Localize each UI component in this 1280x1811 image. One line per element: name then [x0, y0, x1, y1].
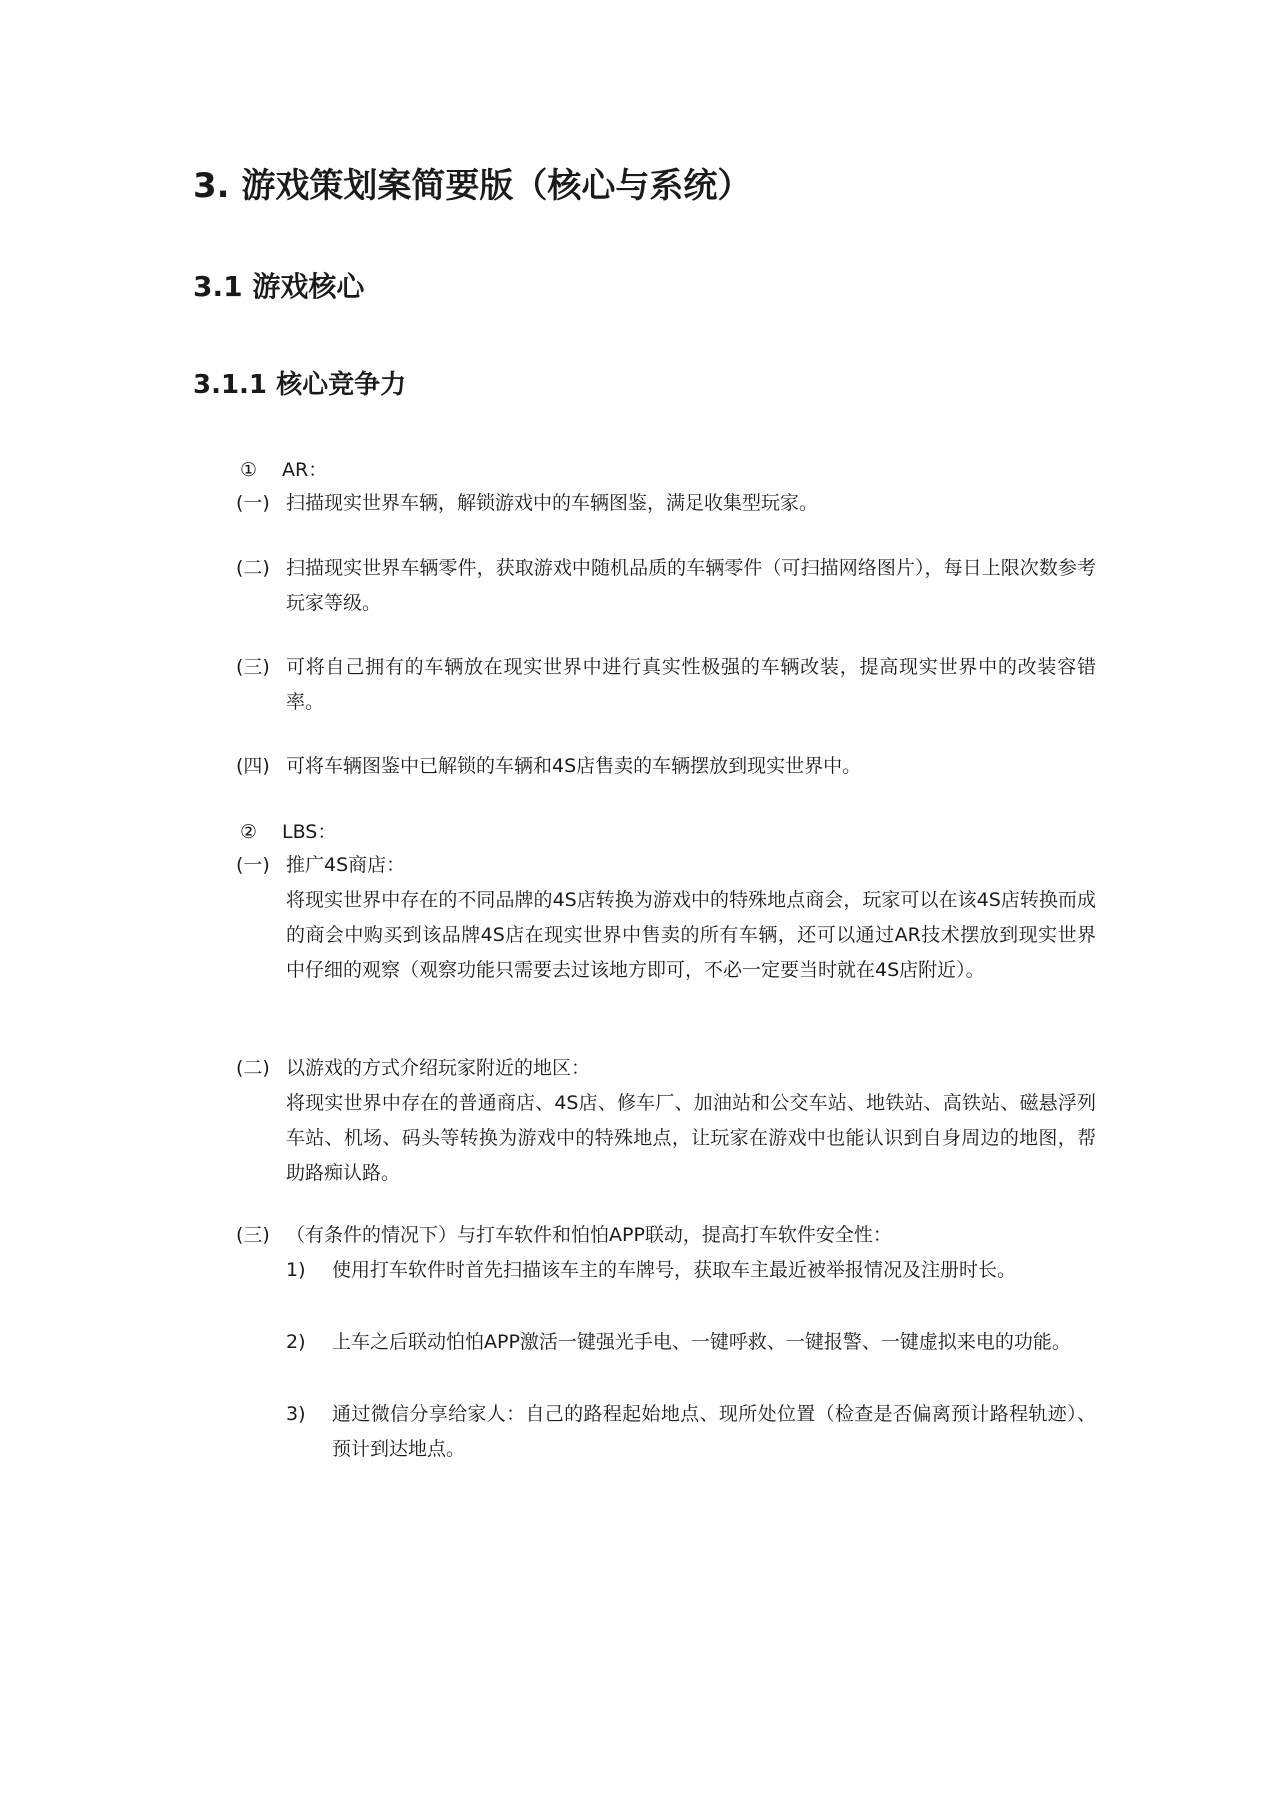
list-item-body: 将现实世界中存在的普通商店、4S店、修车厂、加油站和公交车站、地铁站、高铁站、磁悬浮列车站、机场、码头等转换为游戏中的特殊地点，让玩家在游戏中也能认识到自身周边的地图，帮助路痴认路。 [286, 1092, 1096, 1184]
numbered-item [236, 1397, 1096, 1467]
list-item-text: 可将车辆图鉴中已解锁的车辆和4S店售卖的车辆摆放到现实世界中。 [286, 755, 862, 777]
numbered-marker: 1) [286, 1259, 306, 1281]
numbered-marker: 3) [286, 1403, 306, 1425]
list-item-text: 扫描现实世界车辆，解锁游戏中的车辆图鉴，满足收集型玩家。 [286, 492, 819, 514]
lbs-heading [236, 815, 1096, 850]
list-item [236, 1051, 1096, 1191]
list-item [236, 1218, 1096, 1460]
list-item-text: 扫描现实世界车辆零件，获取游戏中随机品质的车辆零件（可扫描网络图片），每日上限次数参考玩家等级。 [286, 557, 1096, 614]
list-item-body: 将现实世界中存在的不同品牌的4S店转换为游戏中的特殊地点商会，玩家可以在该4S店转换而成的商会中购买到该品牌4S店在现实世界中售卖的所有车辆，还可以通过AR技术摆放到现实世界中仔细的观察（观察功能只需要去过该地方即可，不必一定要当时就在4S店附近）。 [286, 889, 1096, 981]
list-marker: (四) [236, 755, 270, 777]
list-item [236, 650, 1096, 720]
lbs-marker: ② [240, 821, 258, 843]
list-marker: (一) [236, 492, 270, 514]
ar-heading [236, 453, 1096, 488]
numbered-text: 上车之后联动怕怕APP激活一键强光手电、一键呼救、一键报警、一键虚拟来电的功能。 [332, 1331, 1071, 1353]
list-marker: (一) [236, 854, 270, 876]
list-item-text: （有条件的情况下）与打车软件和怕怕APP联动，提高打车软件安全性： [286, 1224, 892, 1246]
list-item [236, 551, 1096, 621]
numbered-marker: 2) [286, 1331, 306, 1353]
numbered-item [236, 1253, 1096, 1288]
subsection-heading: 3.1.1 核心竞争力 [193, 370, 407, 400]
numbered-text: 使用打车软件时首先扫描该车主的车牌号，获取车主最近被举报情况及注册时长。 [332, 1259, 1017, 1281]
ar-label: AR： [282, 459, 328, 481]
list-item-text: 以游戏的方式介绍玩家附近的地区： [286, 1057, 591, 1079]
numbered-text: 通过微信分享给家人：自己的路程起始地点、现所处位置（检查是否偏离预计路程轨迹）、预计到达地点。 [332, 1403, 1096, 1460]
list-marker: (三) [236, 656, 270, 678]
list-marker: (三) [236, 1224, 270, 1246]
list-item-text: 可将自己拥有的车辆放在现实世界中进行真实性极强的车辆改装，提高现实世界中的改装容错率。 [286, 656, 1096, 713]
ar-marker: ① [240, 459, 258, 481]
list-item [236, 848, 1096, 988]
list-item [236, 486, 1096, 521]
list-marker: (二) [236, 1057, 270, 1079]
list-marker: (二) [236, 557, 270, 579]
lbs-label: LBS： [282, 821, 337, 843]
list-item [236, 749, 1096, 784]
list-item-text: 推广4S商店： [286, 854, 406, 876]
section-heading: 3.1 游戏核心 [193, 270, 365, 303]
numbered-item [236, 1325, 1096, 1360]
document-title: 3. 游戏策划案简要版（核心与系统） [193, 166, 752, 206]
